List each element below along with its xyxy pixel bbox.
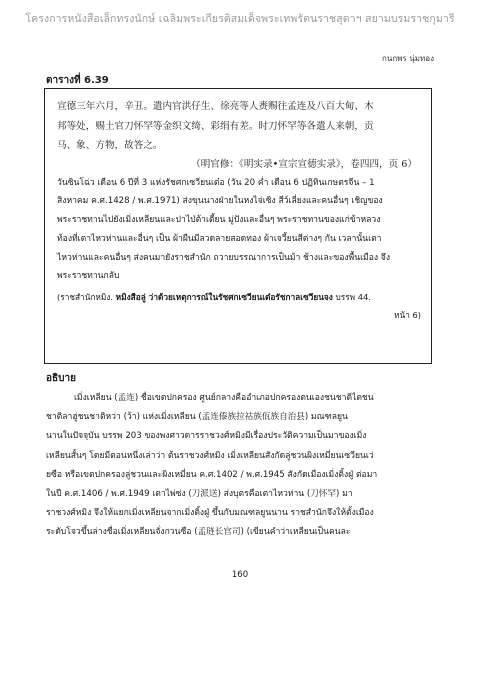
thai-reference [57, 288, 421, 324]
chinese-text [57, 97, 421, 156]
thai-translation [57, 174, 421, 287]
project-header: โครงการหนังสือเล็กทรงนักษ์ เฉลิมพระเกียรติสมเด็จพระเทพรัตนราชสุดาฯ สยามบรมราชกุมารี [25, 13, 455, 25]
author-name: กนกพร นุ่มทอง [382, 54, 434, 63]
explanation-line: ยซือ หรือเขตปกครองลู่ชวนและผิงเหมี่ยน ค.ศ.1402 / พ.ศ.1945 สังกัดเมืองเมิ่งติ้งฝู่ ต่อมา [46, 469, 378, 480]
thai-reference-prefix: (ราชสำนักหมิง. [57, 292, 116, 303]
thai-line: ท้องที่เตาไหวห่านและอื่นๆ เป็น ผ้าผืนมีลวดลายสอดทอง ผ้าเจวี้ยนสีต่างๆ กัน เวลานั้นเตา [57, 233, 382, 244]
chinese-line: 宣德三年六月，辛丑。遣内官洪仔生、徐亮等人赉赐往孟连及八百大甸、木 [57, 101, 374, 112]
thai-reference-title: หมิงสือลู่ ว่าด้วยเหตุการณ์ในรัชศกเซวียนเต๋อรัชกาลเซวียนจง [115, 292, 333, 303]
explanation-line: นานในปัจจุบัน บรรพ 203 ของพงศาวดารราชวงศ์หมิงมีเรื่องประวัติความเป็นมาของเมิ่ง [46, 431, 367, 442]
explanation-line: ราชวงศ์หมิง จึงให้แยกเมิ่งเหลียนจากเมิ่งติ้งฝู่ ขึ้นกับมณฑลยูนนาน ราชสำนักจึงให้ตั้งเมือง [46, 508, 374, 519]
thai-reference-end: หน้า 6) [394, 310, 421, 321]
explanation-line: ชาติลาฮู่ชนชาติหว่า (ว้า) แห่งเมิ่งเหลียน (孟连傣族拉祜族佤族自治县) มณฑลยูน [46, 412, 348, 423]
thai-line: สิงหาคม ค.ศ.1428 / พ.ศ.1971) ส่งขุนนางฝ่ายในหงไจ่เซิง สีว์เลี่ยงและคนอื่นๆ เชิญของ [57, 196, 383, 207]
thai-line: วันซินโฉ่ว เดือน 6 ปีที่ 3 แห่งรัชศกเซวียนเต๋อ (วัน 20 ค่ำ เดือน 6 ปฏิทินเกษตรจีน – 1 [57, 177, 375, 188]
table-title: ตารางที่ 6.39 [46, 75, 109, 86]
explanation-body [46, 389, 434, 543]
page-number: 160 [231, 570, 249, 580]
thai-line: พระราชทานกลับ [57, 271, 120, 282]
source-text-box [44, 88, 432, 364]
thai-line: ไหวห่านและคนอื่นๆ ส่งคนมายังราชสำนัก ถวายบรรณาการเป็นม้า ช้างและของพื้นเมือง จึง [57, 252, 391, 263]
chinese-line: 邦等处，赐土官刀怀罕等金织文绮、彩绢有差。时刀怀罕等各遣人来朝，贡 [57, 120, 374, 132]
chinese-citation: （明官修：《明实录•宣宗宣德实录》，卷四四，页 6） [191, 158, 417, 170]
chinese-line: 马、象、方物，故答之。 [57, 140, 163, 151]
explanation-line: เหลียนสั้นๆ โดยมีตอนหนึ่งเล่าว่า ต้นราชวงศ์หมิง เมิ่งเหลียนสังกัดลู่ชวนผิงเหมี่ยนเซวียนเว่ [46, 450, 374, 461]
thai-line: พระราชทานไปยังเมิ่งเหลียนและปาไป่ต้าเตี้ยน มู่ปังและอื่นๆ พระราชทานของแก่ข้าหลวง [57, 215, 381, 226]
thai-reference-suffix: บรรพ 44. [332, 292, 371, 303]
section-title: อธิบาย [46, 373, 76, 384]
explanation-line: เมิ่งเหลียน (孟连) ชื่อเขตปกครอง ศูนย์กลางคืออำเภอปกครองตนเองชนชาติไตชน [74, 393, 374, 403]
explanation-line: ระดับโจวขึ้นล่างชื่อเมิ่งเหลียนจั่งกวนซือ (孟琏长官司) (เขียนคำว่าเหลียนเป็นคนละ [46, 527, 351, 538]
explanation-line: ในปี ค.ศ.1406 / พ.ศ.1949 เตาไพ่ซ่ง (刀派送) ส่งบุตรคือเตาไหวห่าน (刀怀罕) มา [46, 489, 353, 500]
